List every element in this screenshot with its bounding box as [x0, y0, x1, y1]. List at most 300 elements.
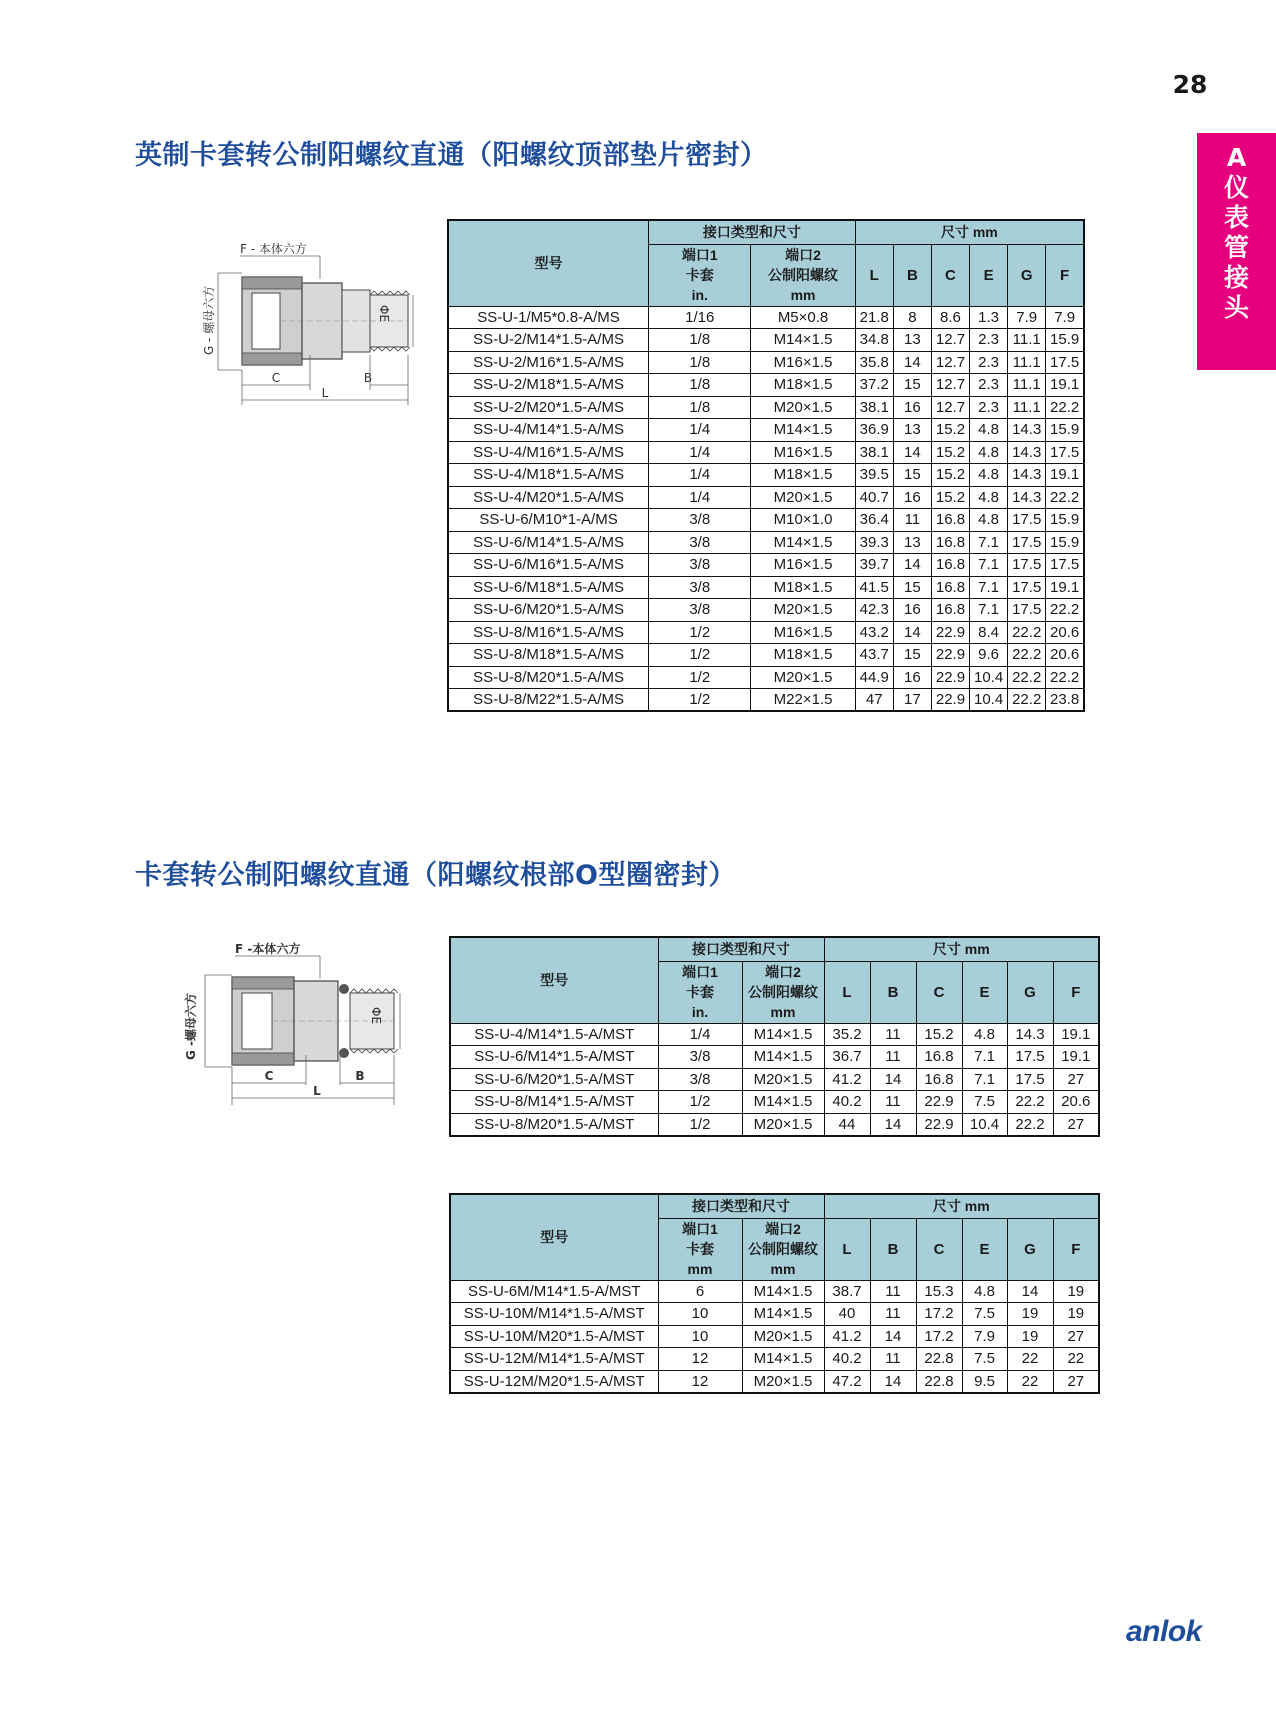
value-cell: 37.2 — [855, 374, 893, 397]
port2-header-line: 公制阳螺纹 — [748, 984, 818, 1000]
value-cell: 14 — [870, 1370, 916, 1393]
value-cell: 41.2 — [824, 1068, 870, 1091]
port2-header-line: 端口2 — [765, 964, 801, 980]
value-cell: 14 — [893, 621, 931, 644]
dimension-header: C — [916, 961, 962, 1023]
value-cell: M20×1.5 — [742, 1068, 824, 1091]
table-row — [448, 441, 1084, 464]
value-cell: 11.1 — [1008, 396, 1046, 419]
table-row — [448, 374, 1084, 397]
model-cell: SS-U-12M/M20*1.5-A/MST — [450, 1370, 658, 1393]
value-cell: M18×1.5 — [751, 464, 855, 487]
value-cell: 17.5 — [1008, 576, 1046, 599]
value-cell: 17.5 — [1008, 554, 1046, 577]
value-cell: 19.1 — [1046, 576, 1084, 599]
value-cell: 15 — [893, 464, 931, 487]
value-cell: 3/8 — [649, 509, 751, 532]
table-row — [450, 1303, 1099, 1326]
value-cell: 1/4 — [649, 464, 751, 487]
value-cell: 15 — [893, 374, 931, 397]
diagram2-e-label: ΦE — [369, 1007, 383, 1025]
table-row — [448, 396, 1084, 419]
value-cell: 20.6 — [1046, 621, 1084, 644]
dimension-header: E — [962, 961, 1007, 1023]
value-cell: 22.2 — [1046, 666, 1084, 689]
value-cell: 7.1 — [970, 554, 1008, 577]
dimension-header: G — [1007, 1218, 1053, 1280]
value-cell: M16×1.5 — [751, 621, 855, 644]
value-cell: 16.8 — [931, 509, 969, 532]
value-cell: 12.7 — [931, 351, 969, 374]
section-tab-char: 头 — [1223, 293, 1249, 322]
port1-header — [658, 1218, 742, 1280]
section-tab — [1197, 133, 1276, 370]
port2-header-line: 公制阳螺纹 — [768, 267, 839, 283]
table-row — [450, 1113, 1099, 1136]
table-row — [450, 1370, 1099, 1393]
value-cell: 14.3 — [1008, 419, 1046, 442]
table-row — [448, 644, 1084, 667]
value-cell: 22.2 — [1046, 396, 1084, 419]
value-cell: 22 — [1007, 1348, 1053, 1371]
value-cell: 14.3 — [1008, 464, 1046, 487]
value-cell: 14 — [893, 351, 931, 374]
value-cell: 17.5 — [1008, 509, 1046, 532]
model-cell: SS-U-2/M14*1.5-A/MS — [448, 329, 649, 352]
value-cell: 17.2 — [916, 1303, 962, 1326]
table-row — [448, 419, 1084, 442]
port-group-header: 接口类型和尺寸 — [658, 1194, 824, 1218]
table-row — [448, 621, 1084, 644]
value-cell: 10 — [658, 1303, 742, 1326]
value-cell: 17 — [893, 689, 931, 712]
model-cell: SS-U-1/M5*0.8-A/MS — [448, 306, 649, 329]
value-cell: M20×1.5 — [751, 486, 855, 509]
value-cell: 36.4 — [855, 509, 893, 532]
value-cell: 4.8 — [970, 419, 1008, 442]
value-cell: 12.7 — [931, 374, 969, 397]
value-cell: 19 — [1007, 1303, 1053, 1326]
value-cell: M18×1.5 — [751, 644, 855, 667]
value-cell: 39.7 — [855, 554, 893, 577]
value-cell: 15.3 — [916, 1280, 962, 1303]
value-cell: 11.1 — [1008, 351, 1046, 374]
value-cell: 16.8 — [931, 531, 969, 554]
diagram2-c-label: C — [264, 1069, 274, 1083]
spec-table-1 — [447, 219, 1085, 712]
value-cell: 11 — [870, 1046, 916, 1069]
model-cell: SS-U-6/M20*1.5-A/MST — [450, 1068, 658, 1091]
value-cell: M5×0.8 — [751, 306, 855, 329]
value-cell: 41.2 — [824, 1325, 870, 1348]
value-cell: 4.8 — [970, 464, 1008, 487]
port1-header-line: mm — [687, 1261, 713, 1277]
port-group-header: 接口类型和尺寸 — [649, 220, 856, 244]
value-cell: 22.9 — [931, 621, 969, 644]
value-cell: 7.9 — [1046, 306, 1084, 329]
value-cell: M14×1.5 — [742, 1348, 824, 1371]
section2-title: 卡套转公制阳螺纹直通（阳螺纹根部O型圈密封） — [135, 860, 736, 891]
dimension-header: L — [855, 244, 893, 306]
value-cell: M18×1.5 — [751, 576, 855, 599]
value-cell: 22.9 — [916, 1113, 962, 1136]
value-cell: 10.4 — [962, 1113, 1007, 1136]
value-cell: 15.9 — [1046, 419, 1084, 442]
value-cell: 11.1 — [1008, 329, 1046, 352]
dimension-header: B — [893, 244, 931, 306]
model-cell: SS-U-6/M20*1.5-A/MS — [448, 599, 649, 622]
value-cell: 19.1 — [1053, 1023, 1099, 1046]
diagram2-f-label: F -本体六方 — [235, 942, 301, 956]
model-cell: SS-U-6M/M14*1.5-A/MST — [450, 1280, 658, 1303]
value-cell: 22.9 — [931, 644, 969, 667]
model-column-header: 型号 — [450, 937, 658, 1023]
value-cell: M20×1.5 — [742, 1325, 824, 1348]
section-tab-char: 管 — [1223, 233, 1249, 262]
model-column-header: 型号 — [450, 1194, 658, 1280]
section-tab-char: 仪 — [1223, 173, 1249, 202]
value-cell: M20×1.5 — [742, 1370, 824, 1393]
value-cell: 1/4 — [649, 441, 751, 464]
value-cell: 2.3 — [970, 396, 1008, 419]
value-cell: 17.5 — [1007, 1046, 1053, 1069]
value-cell: 1/8 — [649, 396, 751, 419]
model-cell: SS-U-8/M18*1.5-A/MS — [448, 644, 649, 667]
value-cell: 27 — [1053, 1370, 1099, 1393]
value-cell: 7.9 — [962, 1325, 1007, 1348]
value-cell: 12 — [658, 1348, 742, 1371]
brand-logo: anlok — [1126, 1615, 1202, 1648]
value-cell: 11 — [870, 1303, 916, 1326]
value-cell: 19.1 — [1053, 1046, 1099, 1069]
value-cell: 40.2 — [824, 1348, 870, 1371]
value-cell: 1/8 — [649, 374, 751, 397]
value-cell: 4.8 — [962, 1023, 1007, 1046]
port1-header-line: 端口1 — [681, 247, 718, 263]
value-cell: M20×1.5 — [742, 1113, 824, 1136]
diagram1-b-label: B — [363, 371, 373, 385]
value-cell: 11 — [870, 1348, 916, 1371]
value-cell: 38.1 — [855, 396, 893, 419]
value-cell: 15.2 — [931, 441, 969, 464]
value-cell: 14 — [1007, 1280, 1053, 1303]
diagram2-b-label: B — [355, 1069, 365, 1083]
spec-table-2 — [449, 936, 1100, 1137]
diagram1-c-label: C — [271, 371, 281, 385]
section-tab-char: 接 — [1223, 263, 1249, 292]
value-cell: 44 — [824, 1113, 870, 1136]
value-cell: 10 — [658, 1325, 742, 1348]
value-cell: 47 — [855, 689, 893, 712]
port2-header-line: mm — [770, 1004, 796, 1020]
value-cell: 7.1 — [970, 531, 1008, 554]
port1-header-line: 卡套 — [686, 984, 714, 1000]
value-cell: M20×1.5 — [751, 666, 855, 689]
value-cell: 14 — [870, 1325, 916, 1348]
diagram1-f-label: F - 本体六方 — [240, 242, 307, 256]
table-row — [448, 599, 1084, 622]
value-cell: M20×1.5 — [751, 396, 855, 419]
value-cell: 11 — [870, 1023, 916, 1046]
value-cell: 19 — [1007, 1325, 1053, 1348]
port2-header-line: mm — [790, 287, 816, 303]
dimension-header: C — [916, 1218, 962, 1280]
value-cell: 14 — [870, 1113, 916, 1136]
value-cell: 39.5 — [855, 464, 893, 487]
value-cell: 38.1 — [855, 441, 893, 464]
value-cell: 12.7 — [931, 329, 969, 352]
value-cell: 20.6 — [1053, 1091, 1099, 1114]
dimension-header: L — [824, 1218, 870, 1280]
value-cell: M18×1.5 — [751, 374, 855, 397]
value-cell: 7.1 — [962, 1046, 1007, 1069]
model-cell: SS-U-4/M20*1.5-A/MS — [448, 486, 649, 509]
model-cell: SS-U-2/M16*1.5-A/MS — [448, 351, 649, 374]
port1-header-line: 卡套 — [686, 1241, 714, 1257]
value-cell: 15.9 — [1046, 329, 1084, 352]
value-cell: 9.6 — [970, 644, 1008, 667]
table-row — [450, 1023, 1099, 1046]
value-cell: 7.1 — [962, 1068, 1007, 1091]
value-cell: 17.5 — [1046, 351, 1084, 374]
port1-header-line: 卡套 — [685, 267, 714, 283]
port2-header — [742, 1218, 824, 1280]
dimension-group-header: 尺寸 mm — [855, 220, 1084, 244]
value-cell: M16×1.5 — [751, 554, 855, 577]
model-cell: SS-U-2/M20*1.5-A/MS — [448, 396, 649, 419]
value-cell: 1/4 — [658, 1023, 742, 1046]
value-cell: 4.8 — [970, 486, 1008, 509]
table-row — [448, 306, 1084, 329]
port-group-header: 接口类型和尺寸 — [658, 937, 824, 961]
value-cell: 7.5 — [962, 1303, 1007, 1326]
value-cell: 22.8 — [916, 1348, 962, 1371]
value-cell: 22.2 — [1008, 621, 1046, 644]
value-cell: 42.3 — [855, 599, 893, 622]
value-cell: 39.3 — [855, 531, 893, 554]
value-cell: 22.9 — [916, 1091, 962, 1114]
model-cell: SS-U-4/M14*1.5-A/MS — [448, 419, 649, 442]
value-cell: 15.9 — [1046, 509, 1084, 532]
value-cell: 19.1 — [1046, 464, 1084, 487]
value-cell: 8.4 — [970, 621, 1008, 644]
section1-title: 英制卡套转公制阳螺纹直通（阳螺纹顶部垫片密封） — [135, 140, 768, 171]
diagram1-l-label: L — [321, 386, 329, 400]
value-cell: 13 — [893, 329, 931, 352]
value-cell: 40.2 — [824, 1091, 870, 1114]
port2-header-line: 端口2 — [785, 247, 821, 263]
value-cell: 27 — [1053, 1325, 1099, 1348]
value-cell: 15.2 — [931, 419, 969, 442]
port1-header-line: in. — [691, 287, 708, 303]
value-cell: 41.5 — [855, 576, 893, 599]
table-row — [448, 531, 1084, 554]
value-cell: 27 — [1053, 1113, 1099, 1136]
dimension-group-header: 尺寸 mm — [824, 937, 1099, 961]
value-cell: 14 — [870, 1068, 916, 1091]
value-cell: 13 — [893, 531, 931, 554]
value-cell: 7.5 — [962, 1348, 1007, 1371]
model-cell: SS-U-10M/M20*1.5-A/MST — [450, 1325, 658, 1348]
value-cell: 43.2 — [855, 621, 893, 644]
value-cell: 22.9 — [931, 689, 969, 712]
value-cell: 16.8 — [916, 1068, 962, 1091]
value-cell: 1/8 — [649, 351, 751, 374]
model-cell: SS-U-6/M16*1.5-A/MS — [448, 554, 649, 577]
value-cell: 16.8 — [931, 576, 969, 599]
diagram2-g-label: G -螺母六方 — [184, 992, 198, 1060]
model-cell: SS-U-8/M20*1.5-A/MS — [448, 666, 649, 689]
value-cell: 22.2 — [1046, 599, 1084, 622]
table-row — [448, 666, 1084, 689]
port1-header-line: 端口1 — [682, 964, 718, 980]
dimension-header: F — [1046, 244, 1084, 306]
value-cell: 3/8 — [658, 1046, 742, 1069]
value-cell: 19 — [1053, 1303, 1099, 1326]
value-cell: 12 — [658, 1370, 742, 1393]
dimension-header: L — [824, 961, 870, 1023]
value-cell: 2.3 — [970, 329, 1008, 352]
dimension-header: F — [1053, 1218, 1099, 1280]
value-cell: 1/8 — [649, 329, 751, 352]
value-cell: 2.3 — [970, 351, 1008, 374]
value-cell: 36.9 — [855, 419, 893, 442]
value-cell: 1/16 — [649, 306, 751, 329]
table-row — [450, 1046, 1099, 1069]
page-number: 28 — [1172, 70, 1208, 99]
value-cell: M16×1.5 — [751, 351, 855, 374]
diagram2-l-label: L — [313, 1084, 321, 1098]
model-cell: SS-U-6/M18*1.5-A/MS — [448, 576, 649, 599]
table-row — [448, 486, 1084, 509]
value-cell: 20.6 — [1046, 644, 1084, 667]
value-cell: 14 — [893, 554, 931, 577]
model-cell: SS-U-8/M20*1.5-A/MST — [450, 1113, 658, 1136]
table-row — [448, 351, 1084, 374]
value-cell: 36.7 — [824, 1046, 870, 1069]
table-row — [448, 329, 1084, 352]
diagram1-g-label: G - 螺母六方 — [202, 285, 216, 355]
value-cell: 12.7 — [931, 396, 969, 419]
model-cell: SS-U-4/M16*1.5-A/MS — [448, 441, 649, 464]
value-cell: 15.2 — [916, 1023, 962, 1046]
value-cell: M16×1.5 — [751, 441, 855, 464]
model-cell: SS-U-8/M22*1.5-A/MS — [448, 689, 649, 712]
value-cell: 3/8 — [658, 1068, 742, 1091]
value-cell: M14×1.5 — [742, 1280, 824, 1303]
value-cell: 1/2 — [658, 1091, 742, 1114]
value-cell: 1/2 — [658, 1113, 742, 1136]
value-cell: 3/8 — [649, 599, 751, 622]
port1-header — [658, 961, 742, 1023]
table-row — [448, 689, 1084, 712]
value-cell: 1/2 — [649, 621, 751, 644]
value-cell: 27 — [1053, 1068, 1099, 1091]
value-cell: 2.3 — [970, 374, 1008, 397]
value-cell: 17.5 — [1007, 1068, 1053, 1091]
value-cell: 22 — [1007, 1370, 1053, 1393]
value-cell: 17.5 — [1046, 441, 1084, 464]
model-cell: SS-U-12M/M14*1.5-A/MST — [450, 1348, 658, 1371]
value-cell: 43.7 — [855, 644, 893, 667]
value-cell: 1.3 — [970, 306, 1008, 329]
dimension-header: C — [931, 244, 969, 306]
value-cell: 17.2 — [916, 1325, 962, 1348]
port2-header — [742, 961, 824, 1023]
value-cell: 10.4 — [970, 666, 1008, 689]
table-row — [450, 1091, 1099, 1114]
table-row — [450, 1325, 1099, 1348]
port1-header-line: 端口1 — [682, 1221, 718, 1237]
value-cell: 1/2 — [649, 644, 751, 667]
value-cell: 35.8 — [855, 351, 893, 374]
value-cell: 16 — [893, 486, 931, 509]
value-cell: 16.8 — [916, 1046, 962, 1069]
fitting-diagram-1 — [180, 235, 425, 405]
value-cell: 1/2 — [649, 666, 751, 689]
port1-header — [649, 244, 751, 306]
dimension-header: G — [1008, 244, 1046, 306]
fitting-diagram-2 — [180, 935, 425, 1105]
value-cell: 14.3 — [1007, 1023, 1053, 1046]
table-row — [450, 1068, 1099, 1091]
table-row — [448, 554, 1084, 577]
value-cell: 40.7 — [855, 486, 893, 509]
model-cell: SS-U-8/M14*1.5-A/MST — [450, 1091, 658, 1114]
value-cell: 19.1 — [1046, 374, 1084, 397]
value-cell: 4.8 — [970, 509, 1008, 532]
value-cell: 22.2 — [1008, 689, 1046, 712]
value-cell: 8 — [893, 306, 931, 329]
table-row — [448, 509, 1084, 532]
value-cell: 1/4 — [649, 419, 751, 442]
value-cell: M14×1.5 — [742, 1046, 824, 1069]
value-cell: 15 — [893, 644, 931, 667]
table-row — [450, 1280, 1099, 1303]
value-cell: 1/4 — [649, 486, 751, 509]
value-cell: 16.8 — [931, 599, 969, 622]
value-cell: 14.3 — [1008, 486, 1046, 509]
value-cell: 7.1 — [970, 576, 1008, 599]
value-cell: M14×1.5 — [742, 1091, 824, 1114]
dimension-header: B — [870, 961, 916, 1023]
value-cell: 14 — [893, 441, 931, 464]
value-cell: M14×1.5 — [751, 419, 855, 442]
model-cell: SS-U-4/M18*1.5-A/MS — [448, 464, 649, 487]
model-cell: SS-U-6/M14*1.5-A/MST — [450, 1046, 658, 1069]
value-cell: 35.2 — [824, 1023, 870, 1046]
port2-header-line: 公制阳螺纹 — [748, 1241, 818, 1257]
value-cell: M22×1.5 — [751, 689, 855, 712]
value-cell: 16 — [893, 599, 931, 622]
value-cell: 22.2 — [1008, 644, 1046, 667]
value-cell: 21.8 — [855, 306, 893, 329]
value-cell: 6 — [658, 1280, 742, 1303]
value-cell: 3/8 — [649, 576, 751, 599]
value-cell: M14×1.5 — [742, 1303, 824, 1326]
value-cell: 16 — [893, 396, 931, 419]
table-row — [448, 576, 1084, 599]
model-cell: SS-U-2/M18*1.5-A/MS — [448, 374, 649, 397]
value-cell: 13 — [893, 419, 931, 442]
dimension-header: E — [970, 244, 1008, 306]
value-cell: 40 — [824, 1303, 870, 1326]
value-cell: M20×1.5 — [751, 599, 855, 622]
value-cell: 17.5 — [1008, 531, 1046, 554]
value-cell: 1/2 — [649, 689, 751, 712]
value-cell: 9.5 — [962, 1370, 1007, 1393]
value-cell: 22.2 — [1007, 1113, 1053, 1136]
